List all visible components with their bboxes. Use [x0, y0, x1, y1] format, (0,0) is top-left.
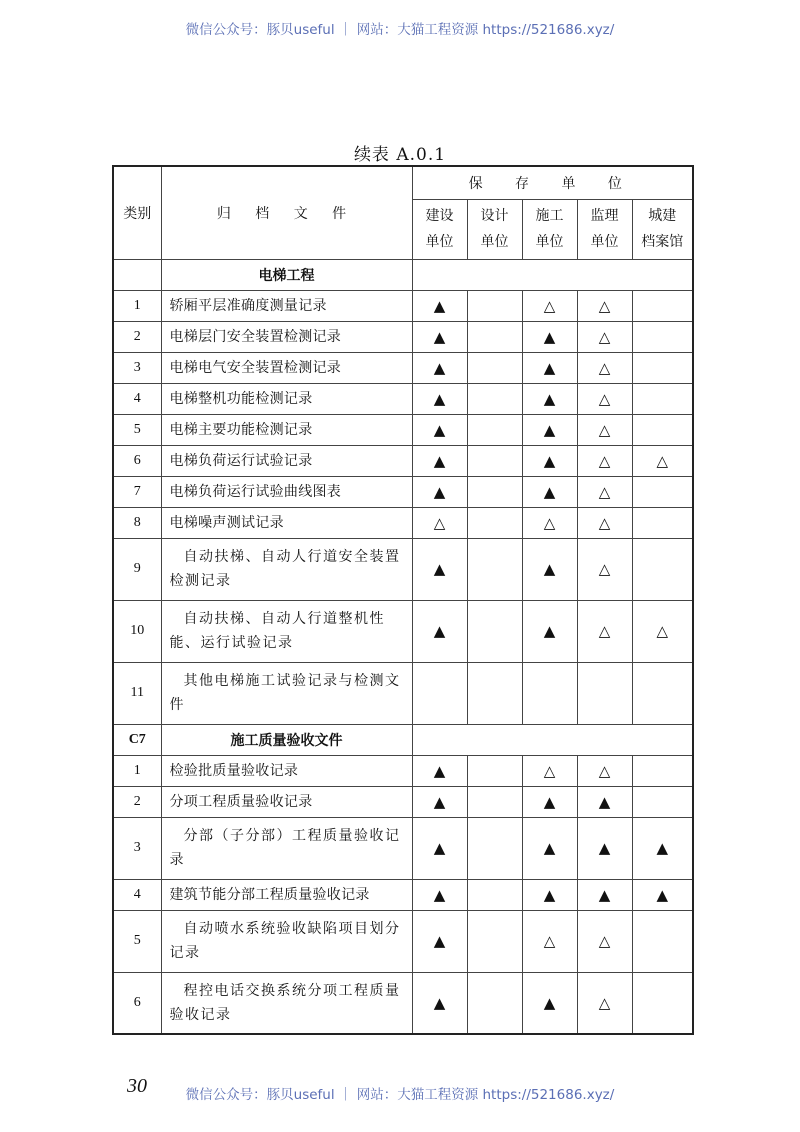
header-unit-line2: 单位 — [425, 234, 454, 250]
table-row — [113, 786, 693, 817]
header-unit-line2: 单位 — [480, 234, 509, 250]
section-row — [113, 259, 693, 290]
section-blank — [412, 259, 693, 290]
storage-mark — [467, 290, 522, 321]
archive-table — [112, 165, 694, 1035]
storage-mark — [467, 786, 522, 817]
storage-mark: ▲ — [522, 445, 577, 476]
storage-mark: ▲ — [412, 879, 467, 910]
storage-mark: △ — [577, 507, 632, 538]
header-unit — [412, 199, 467, 259]
storage-mark: △ — [577, 414, 632, 445]
header-unit-line1: 建设 — [425, 208, 454, 224]
storage-mark — [632, 476, 693, 507]
storage-mark — [632, 383, 693, 414]
storage-mark — [467, 445, 522, 476]
storage-mark: ▲ — [522, 972, 577, 1034]
row-number: 4 — [113, 879, 161, 910]
section-code: C7 — [113, 724, 161, 755]
storage-mark: ▲ — [577, 817, 632, 879]
storage-mark: ▲ — [412, 383, 467, 414]
watermark-bottom: 微信公众号：豚贝useful ｜ 网站：大猫工程资源 https://521686.xyz/ — [185, 1087, 615, 1103]
row-document: 程控电话交换系统分项工程质量验收记录 — [161, 972, 412, 1034]
header-unit-line2: 单位 — [590, 234, 619, 250]
table-row — [113, 662, 693, 724]
storage-mark: ▲ — [522, 786, 577, 817]
storage-mark — [412, 662, 467, 724]
storage-mark: ▲ — [412, 414, 467, 445]
row-document: 电梯层门安全装置检测记录 — [161, 321, 412, 352]
storage-mark: ▲ — [522, 321, 577, 352]
storage-mark: ▲ — [577, 879, 632, 910]
row-document: 自动扶梯、自动人行道安全装置检测记录 — [161, 538, 412, 600]
storage-mark: △ — [632, 600, 693, 662]
storage-mark — [467, 538, 522, 600]
storage-mark — [467, 321, 522, 352]
storage-mark — [632, 538, 693, 600]
storage-mark — [467, 383, 522, 414]
storage-mark: ▲ — [522, 414, 577, 445]
storage-mark: ▲ — [412, 786, 467, 817]
storage-mark: △ — [577, 600, 632, 662]
storage-mark: △ — [577, 910, 632, 972]
storage-mark: ▲ — [522, 476, 577, 507]
storage-mark: ▲ — [412, 445, 467, 476]
storage-mark: ▲ — [412, 910, 467, 972]
header-unit — [577, 199, 632, 259]
table-row — [113, 755, 693, 786]
header-unit-line1: 城建 — [648, 208, 677, 224]
storage-mark: ▲ — [522, 538, 577, 600]
storage-mark: △ — [577, 972, 632, 1034]
storage-mark: ▲ — [522, 600, 577, 662]
row-number: 2 — [113, 321, 161, 352]
storage-mark: △ — [522, 290, 577, 321]
storage-mark — [467, 476, 522, 507]
storage-mark — [632, 414, 693, 445]
row-document: 分项工程质量验收记录 — [161, 786, 412, 817]
storage-mark: △ — [577, 352, 632, 383]
header-unit-line1: 设计 — [480, 208, 509, 224]
section-title: 施工质量验收文件 — [161, 724, 412, 755]
storage-mark: ▲ — [412, 352, 467, 383]
watermark-top: 微信公众号：豚贝useful ｜ 网站：大猫工程资源 https://521686.xyz/ — [185, 22, 615, 38]
row-number: 3 — [113, 352, 161, 383]
header-unit-line2: 档案馆 — [641, 234, 684, 250]
storage-mark: ▲ — [412, 538, 467, 600]
storage-mark: △ — [522, 755, 577, 786]
row-document: 检验批质量验收记录 — [161, 755, 412, 786]
row-document: 其他电梯施工试验记录与检测文件 — [161, 662, 412, 724]
header-unit-line1: 施工 — [535, 208, 564, 224]
storage-mark: ▲ — [522, 383, 577, 414]
row-number: 2 — [113, 786, 161, 817]
storage-mark: ▲ — [412, 476, 467, 507]
row-document: 电梯整机功能检测记录 — [161, 383, 412, 414]
storage-mark: ▲ — [577, 786, 632, 817]
row-document: 轿厢平层准确度测量记录 — [161, 290, 412, 321]
row-number: 8 — [113, 507, 161, 538]
row-number: 7 — [113, 476, 161, 507]
storage-mark — [632, 507, 693, 538]
storage-mark — [467, 910, 522, 972]
storage-mark — [467, 414, 522, 445]
table-row — [113, 538, 693, 600]
row-number: 5 — [113, 910, 161, 972]
storage-mark — [632, 662, 693, 724]
storage-mark — [467, 507, 522, 538]
storage-mark: ▲ — [522, 352, 577, 383]
storage-mark — [467, 600, 522, 662]
row-number: 11 — [113, 662, 161, 724]
table-row — [113, 879, 693, 910]
row-document: 电梯负荷运行试验记录 — [161, 445, 412, 476]
table-row — [113, 600, 693, 662]
storage-mark: △ — [522, 507, 577, 538]
storage-mark: △ — [577, 445, 632, 476]
section-title: 电梯工程 — [161, 259, 412, 290]
storage-mark: ▲ — [412, 321, 467, 352]
storage-mark: ▲ — [522, 879, 577, 910]
table-row — [113, 910, 693, 972]
storage-mark: △ — [577, 383, 632, 414]
header-unit-line2: 单位 — [535, 234, 564, 250]
table-row — [113, 414, 693, 445]
storage-mark — [632, 786, 693, 817]
storage-mark: △ — [522, 910, 577, 972]
header-document: 归 档 文 件 — [161, 166, 412, 259]
storage-mark — [467, 817, 522, 879]
table-row — [113, 972, 693, 1034]
header-unit — [467, 199, 522, 259]
row-number: 9 — [113, 538, 161, 600]
section-row — [113, 724, 693, 755]
table-row — [113, 476, 693, 507]
table-row — [113, 507, 693, 538]
storage-mark — [467, 755, 522, 786]
storage-mark: ▲ — [412, 817, 467, 879]
row-document: 电梯电气安全装置检测记录 — [161, 352, 412, 383]
row-number: 10 — [113, 600, 161, 662]
table-row — [113, 817, 693, 879]
table-row — [113, 445, 693, 476]
row-document: 分部（子分部）工程质量验收记录 — [161, 817, 412, 879]
table-row — [113, 352, 693, 383]
table-row — [113, 383, 693, 414]
storage-mark: △ — [577, 755, 632, 786]
row-document: 电梯主要功能检测记录 — [161, 414, 412, 445]
storage-mark: △ — [577, 538, 632, 600]
header-category: 类别 — [113, 166, 161, 259]
storage-mark: ▲ — [632, 879, 693, 910]
section-code — [113, 259, 161, 290]
page-number: 30 — [127, 1075, 147, 1097]
table-row — [113, 290, 693, 321]
row-document: 电梯噪声测试记录 — [161, 507, 412, 538]
storage-mark — [632, 321, 693, 352]
header-storage-group: 保 存 单 位 — [412, 166, 693, 199]
storage-mark: ▲ — [412, 600, 467, 662]
row-number: 4 — [113, 383, 161, 414]
storage-mark — [577, 662, 632, 724]
row-document: 自动喷水系统验收缺陷项目划分记录 — [161, 910, 412, 972]
storage-mark — [467, 662, 522, 724]
row-document: 自动扶梯、自动人行道整机性能、运行试验记录 — [161, 600, 412, 662]
storage-mark — [632, 352, 693, 383]
row-number: 6 — [113, 445, 161, 476]
row-document: 建筑节能分部工程质量验收记录 — [161, 879, 412, 910]
storage-mark: △ — [577, 321, 632, 352]
row-number: 6 — [113, 972, 161, 1034]
section-blank — [412, 724, 693, 755]
storage-mark — [632, 290, 693, 321]
row-number: 1 — [113, 290, 161, 321]
storage-mark: △ — [577, 290, 632, 321]
table-caption: 续表 A.0.1 — [353, 145, 447, 165]
table-row — [113, 321, 693, 352]
storage-mark: ▲ — [412, 755, 467, 786]
header-unit-line1: 监理 — [590, 208, 619, 224]
storage-mark — [522, 662, 577, 724]
storage-mark — [467, 972, 522, 1034]
storage-mark: △ — [632, 445, 693, 476]
storage-mark: ▲ — [632, 817, 693, 879]
row-number: 3 — [113, 817, 161, 879]
storage-mark: ▲ — [412, 972, 467, 1034]
storage-mark: △ — [577, 476, 632, 507]
storage-mark — [467, 879, 522, 910]
header-unit — [522, 199, 577, 259]
storage-mark — [632, 972, 693, 1034]
storage-mark: ▲ — [522, 817, 577, 879]
storage-mark: △ — [412, 507, 467, 538]
row-document: 电梯负荷运行试验曲线图表 — [161, 476, 412, 507]
row-number: 1 — [113, 755, 161, 786]
storage-mark — [632, 910, 693, 972]
storage-mark: ▲ — [412, 290, 467, 321]
storage-mark — [467, 352, 522, 383]
storage-mark — [632, 755, 693, 786]
row-number: 5 — [113, 414, 161, 445]
header-unit — [632, 199, 693, 259]
